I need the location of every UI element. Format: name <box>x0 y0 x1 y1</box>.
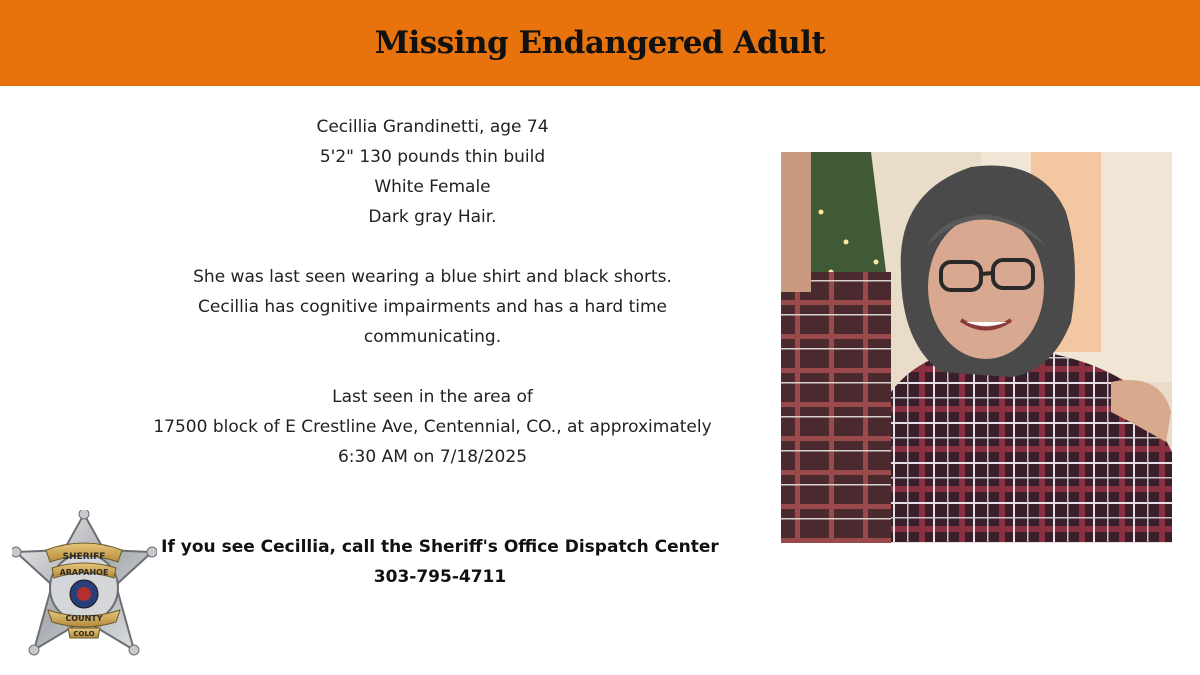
sheriff-star-badge-icon <box>12 510 157 660</box>
impairment-line-1: Cecillia has cognitive impairments and has a hard time <box>198 297 667 317</box>
last-seen-label: Last seen in the area of <box>332 387 533 407</box>
race-sex: White Female <box>374 177 491 197</box>
missing-person-photo <box>781 152 1172 543</box>
call-to-action <box>140 532 740 592</box>
height-weight: 5'2" 130 pounds thin build <box>319 147 546 167</box>
page-title: Missing Endangered Adult <box>374 25 826 61</box>
badge-county-text: COUNTY <box>65 614 103 623</box>
cta-message: If you see Cecillia, call the Sheriff's Office Dispatch Center <box>161 537 719 557</box>
badge-arapahoe-text: ARAPAHOE <box>59 568 109 577</box>
hair-color: Dark gray Hair. <box>368 207 497 227</box>
clothing-description: She was last seen wearing a blue shirt and black shorts. <box>193 267 672 287</box>
last-seen-location: 17500 block of E Crestline Ave, Centennial, CO., at approximately <box>153 417 712 437</box>
impairment-line-2: communicating. <box>363 327 502 347</box>
name-age: Cecillia Grandinetti, age 74 <box>316 117 549 137</box>
dispatch-phone-number[interactable]: 303-795-4711 <box>373 567 507 587</box>
badge-sheriff-text: SHERIFF <box>62 552 106 562</box>
person-description <box>100 112 765 472</box>
badge-colo-text: COLO <box>73 630 95 638</box>
header-banner <box>0 0 1200 86</box>
last-seen-time: 6:30 AM on 7/18/2025 <box>337 447 528 467</box>
